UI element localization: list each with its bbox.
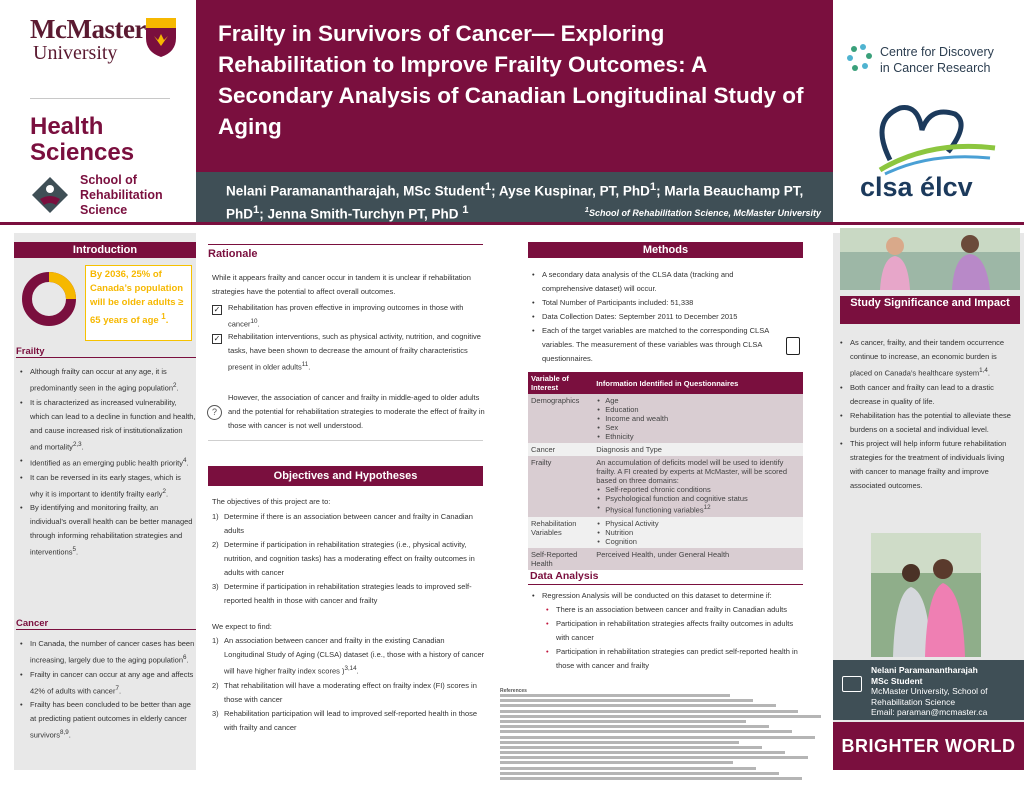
list-item: • Data Collection Dates: September 2011 to December 2015 <box>530 310 780 324</box>
table-header-row <box>528 372 803 394</box>
item-end: . <box>68 730 71 740</box>
table-cell: Diagnosis and Type <box>593 443 803 456</box>
references-heading: References <box>500 688 527 694</box>
item-end: . <box>186 458 189 468</box>
cell-item: • Education <box>596 405 800 414</box>
clsa-butterfly-icon <box>860 100 1000 178</box>
item-number: 3) <box>212 582 219 591</box>
table-cell <box>593 394 803 443</box>
cdcr-logo-icon <box>845 42 875 74</box>
mcmaster-university-wordmark: University <box>33 42 118 64</box>
item-text: An association between cancer and frailty in the existing Canadian Longitudinal Study of Aging (CLSA) dataset (i.e., those with a history of cancer will have higher frailty index scores ) <box>224 636 485 676</box>
contact-card-icon <box>842 676 862 692</box>
list-item <box>212 679 487 707</box>
data-analysis-list <box>544 603 804 673</box>
table-cell: Rehabilitation Variables <box>528 517 593 548</box>
table-header-cell: Variable of Interest <box>528 372 593 394</box>
item-number: 1) <box>212 512 219 521</box>
item-text: Identified as an emerging public health priority <box>30 458 184 468</box>
cdcr-wordmark <box>880 44 994 76</box>
affiliation <box>585 205 821 218</box>
table-cell: Frailty <box>528 456 593 517</box>
school-line-3: Science <box>80 203 128 217</box>
item-text: Frailty has been concluded to be better than age at predicting patient outcomes in elderly cancer survivors <box>30 700 191 740</box>
table-row <box>528 517 803 548</box>
point-end: . <box>257 319 260 329</box>
table-cell: Self-Reported Health <box>528 548 593 570</box>
item-end: . <box>356 666 359 676</box>
data-analysis-heading: Data Analysis <box>530 570 599 582</box>
rationale-paragraph-2: However, the association of cancer and frailty in middle-aged to older adults and the potential for rehabilitation strategies to moderate the effect of frailty in those with cancer is not well understood. <box>228 393 485 430</box>
question-icon: ? <box>207 405 222 420</box>
reference-line <box>500 715 821 718</box>
cell-item: • Sex <box>596 423 800 432</box>
author-3-sup: 1 <box>253 203 260 216</box>
rationale-paragraph-1: While it appears frailty and cancer occur in tandem it is unclear if rehabilitation strategies have the potential to affect overall outcomes. <box>212 273 471 296</box>
list-item <box>18 471 196 502</box>
frailty-heading: Frailty <box>16 346 196 358</box>
list-item <box>18 637 196 668</box>
women-exercising-photo <box>840 228 1020 290</box>
list-item <box>18 698 196 743</box>
item-end: . <box>81 442 84 451</box>
list-item <box>212 538 487 580</box>
item-number: 2) <box>212 680 219 690</box>
item-text: It is characterized as increased vulnerability, which can lead to a decline in function and health, and cause increased risk of institutionalization and mortality <box>30 397 196 451</box>
item-text: Determine if there is an association between cancer and frailty in Canadian adults <box>224 512 473 535</box>
table-row <box>528 443 803 456</box>
cdcr-line-1: Centre for Discovery <box>880 45 994 59</box>
reference-line <box>500 761 733 764</box>
rationale-point-1 <box>228 301 486 332</box>
methods-heading: Methods <box>528 242 803 258</box>
header-bottom-rule <box>0 222 1024 225</box>
list-item <box>18 501 196 560</box>
poster-title: Frailty in Survivors of Cancer— Exploring Rehabilitation to Improve Frailty Outcomes: A Secondary Analysis of Canadian Longitudinal Study of Aging <box>218 21 804 139</box>
header-divider <box>30 98 170 99</box>
item-text: As cancer, frailty, and their tandem occurrence continue to increase, an economic burden is placed on Canada’s healthcare system <box>850 338 1005 378</box>
item-text: It can be reversed in its early stages, which is why it is important to identify frailty early <box>30 472 181 498</box>
table-row <box>528 394 803 443</box>
cell-item: • Income and wealth <box>596 414 800 423</box>
reference-line <box>500 741 739 744</box>
cell-item: • Self-reported chronic conditions <box>596 485 800 494</box>
reference-line <box>500 772 779 775</box>
cell-item <box>596 503 800 515</box>
reference-line <box>500 777 802 780</box>
list-item <box>212 580 487 608</box>
author-1-sup: 1 <box>484 181 492 193</box>
reference-line <box>500 730 792 733</box>
health-sciences-wordmark <box>30 114 134 166</box>
item-sup: 3,14 <box>344 665 357 672</box>
author-4-sup: 1 <box>462 203 469 216</box>
table-header-cell: Information Identified in Questionnaires <box>593 372 803 394</box>
item-sup: 4 <box>183 457 187 464</box>
point-sup: 11 <box>301 361 309 368</box>
author-2: ; Ayse Kuspinar, PT, PhD <box>491 183 650 199</box>
reference-line <box>500 699 753 702</box>
contact-org: McMaster University, School of Rehabilitation Science <box>871 686 988 707</box>
item-end: . <box>76 547 79 557</box>
item-sup: 1,4 <box>979 367 988 374</box>
list-item <box>18 396 196 455</box>
school-line-2: Rehabilitation <box>80 188 163 202</box>
list-item <box>18 365 196 396</box>
sciences-word: Sciences <box>30 139 135 166</box>
checkbox-icon: ✓ <box>213 305 221 314</box>
item-text: By identifying and monitoring frailty, an individual’s overall health can be better managed through informing rehabilitation strategies and interventions <box>30 503 193 557</box>
item-sup: 2,3 <box>72 440 82 448</box>
item-text: In Canada, the number of cancer cases has been increasing, largely due to the aging population <box>30 639 195 665</box>
cell-item: • Psychological function and cognitive status <box>596 494 800 503</box>
rationale-heading-rule <box>208 244 483 245</box>
item-text: Determine if participation in rehabilitation strategies leads to improved self-reported health in those with cancer and frailty <box>224 582 472 605</box>
author-4: ; Jenna Smith-Turchyn PT, PhD <box>259 206 463 221</box>
item-text: Frailty in cancer can occur at any age and affects 42% of adults with cancer <box>30 669 194 695</box>
list-item: • Rehabilitation has the potential to alleviate these burdens on a societal and individual level. <box>838 409 1016 437</box>
school-line-1: School of <box>80 173 137 187</box>
contact-email[interactable]: Email: paraman@mcmaster.ca <box>871 707 988 717</box>
reference-line <box>500 704 776 707</box>
significance-heading: Study Significance and Impact <box>840 296 1020 324</box>
item-text: Although frailty can occur at any age, it is predominantly seen in the aging population <box>30 367 174 393</box>
item-sup: 7 <box>115 684 119 692</box>
mcmaster-crest-icon <box>144 16 178 58</box>
table-cell <box>593 517 803 548</box>
health-word: Health <box>30 113 104 140</box>
significance-list <box>838 336 1016 493</box>
data-analysis-rule <box>528 584 803 585</box>
mcmaster-wordmark: McMaster <box>30 14 146 44</box>
table-cell: Cancer <box>528 443 593 456</box>
table-row <box>528 548 803 570</box>
item-sup: 2 <box>173 382 177 389</box>
contact-name: Nelani Paramanantharajah <box>871 665 978 675</box>
cell-item-text: Physical functioning variables <box>605 505 704 515</box>
cell-item: • Physical Activity <box>596 519 800 528</box>
item-sup: 6 <box>183 654 187 661</box>
checkbox-icon: ✓ <box>213 334 221 343</box>
rationale-heading: Rationale <box>208 248 258 260</box>
list-item: • Participation in rehabilitation strategies affects frailty outcomes in adults with cancer <box>544 617 804 645</box>
item-end: . <box>987 368 990 378</box>
item-number: 2) <box>212 540 219 549</box>
item-text: That rehabilitation will have a moderating effect on frailty index (FI) scores in those with cancer <box>224 680 477 704</box>
item-sup: 5 <box>72 546 77 553</box>
item-text: Determine if participation in rehabilitation strategies (i.e., physical activity, nutrition, and cognition tasks) has a moderating effect on frailty outcomes in adults with cancer <box>224 540 475 577</box>
stat-sup: 1 <box>161 312 166 321</box>
cell-text: An accumulation of deficits model will be used to identify frailty. A FI created by experts at McMaster, will be scored based on three domains: <box>596 458 787 485</box>
affiliation-sup: 1 <box>584 205 589 214</box>
list-item: • Regression Analysis will be conducted on this dataset to determine if: <box>530 589 805 603</box>
point-sup: 10 <box>250 318 258 325</box>
point-text: Rehabilitation interventions, such as physical activity, nutrition, and cognitive tasks, have been shown to decrease the amount of frailty characteristics present in older adults <box>228 332 481 372</box>
affiliation-text: School of Rehabilitation Science, McMaster University <box>588 208 821 218</box>
reference-line <box>500 736 815 739</box>
cancer-list <box>18 637 196 743</box>
reference-line <box>500 751 785 754</box>
objectives-intro: The objectives of this project are to: <box>212 497 331 506</box>
rationale-point-2 <box>228 330 486 375</box>
item-end: . <box>176 383 179 393</box>
reference-line <box>500 694 730 697</box>
list-item: • Each of the target variables are matched to the corresponding CLSA variables. The measurement of these variables was through CLSA questionnaires. <box>530 324 780 366</box>
cell-item: • Nutrition <box>596 528 800 537</box>
item-sup: 8,9 <box>60 729 69 736</box>
point-text: Rehabilitation has proven effective in improving outcomes in those with cancer <box>228 303 464 329</box>
cell-item: • Cognition <box>596 537 800 546</box>
stat-body: By 2036, 25% of Canada’s population will be older adults ≥ 65 years of age <box>90 269 184 327</box>
expectations-list <box>212 634 487 735</box>
author-1: Nelani Paramanantharajah, MSc Student <box>226 183 485 199</box>
donut-chart <box>20 270 78 328</box>
data-analysis-intro <box>530 589 805 603</box>
reference-line <box>500 746 762 749</box>
stat-text <box>90 268 187 328</box>
list-item <box>18 454 196 471</box>
reference-line <box>500 725 769 728</box>
objectives-list <box>212 510 487 608</box>
item-number: 3) <box>212 708 219 718</box>
list-item: • There is an association between cancer and frailty in Canadian adults <box>544 603 804 617</box>
clipboard-icon <box>786 337 800 355</box>
item-sup: 2 <box>162 487 167 495</box>
table-cell <box>593 456 803 517</box>
table-cell: Demographics <box>528 394 593 443</box>
list-item: • Total Number of Participants included: 51,338 <box>530 296 780 310</box>
frailty-list <box>18 365 196 560</box>
list-item <box>838 336 1016 381</box>
item-text: Rehabilitation participation will lead to improved self-reported health in those with frailty and cancer <box>224 708 478 732</box>
list-item <box>212 707 487 735</box>
list-item: • A secondary data analysis of the CLSA data (tracking and comprehensive dataset) will occur. <box>530 268 780 296</box>
school-of-rehabilitation-label <box>80 173 163 218</box>
brighter-world-banner: BRIGHTER WORLD <box>833 722 1024 770</box>
list-item <box>18 668 196 699</box>
author-2-sup: 1 <box>649 181 657 193</box>
stat-callout <box>85 265 192 341</box>
contact-role: MSc Student <box>871 675 923 686</box>
reference-line <box>500 710 798 713</box>
cancer-heading: Cancer <box>16 618 196 630</box>
stat-end: . <box>165 315 169 327</box>
cdcr-line-2: in Cancer Research <box>880 61 991 75</box>
introduction-heading: Introduction <box>14 242 196 258</box>
table-cell: Perceived Health, under General Health <box>593 548 803 570</box>
cell-item: • Age <box>596 396 800 405</box>
reference-line <box>500 720 746 723</box>
item-number: 1) <box>212 636 219 645</box>
author-3: ; Marla Beauchamp PT, PhD <box>226 183 804 221</box>
authors-banner <box>196 172 833 222</box>
women-walking-photo <box>871 533 981 657</box>
expectations-intro: We expect to find: <box>212 622 272 631</box>
title-banner <box>196 0 833 172</box>
list-item: • Participation in rehabilitation strategies can predict self-reported health in those with cancer and frailty <box>544 645 804 673</box>
list-item <box>212 634 487 679</box>
rehabilitation-school-icon <box>30 175 70 215</box>
reference-line <box>500 756 808 759</box>
references-block <box>500 694 828 782</box>
methods-list <box>530 268 780 366</box>
list-item: • Both cancer and frailty can lead to a drastic decrease in quality of life. <box>838 381 1016 409</box>
item-end: . <box>186 655 189 665</box>
rationale-bottom-rule <box>208 440 483 441</box>
cell-item: • Ethnicity <box>596 432 800 441</box>
variables-table <box>528 372 803 570</box>
cell-item-sup: 12 <box>703 504 711 511</box>
list-item <box>212 510 487 538</box>
point-end: . <box>308 362 311 372</box>
table-row <box>528 456 803 517</box>
item-end: . <box>166 489 169 498</box>
clsa-wordmark: clsa élcv <box>860 172 973 202</box>
list-item: • This project will help inform future rehabilitation strategies for the treatment of individuals living with cancer to manage frailty and improve associated outcomes. <box>838 437 1016 493</box>
reference-line <box>500 767 756 770</box>
objectives-heading: Objectives and Hypotheses <box>208 466 483 486</box>
item-end: . <box>118 686 122 695</box>
